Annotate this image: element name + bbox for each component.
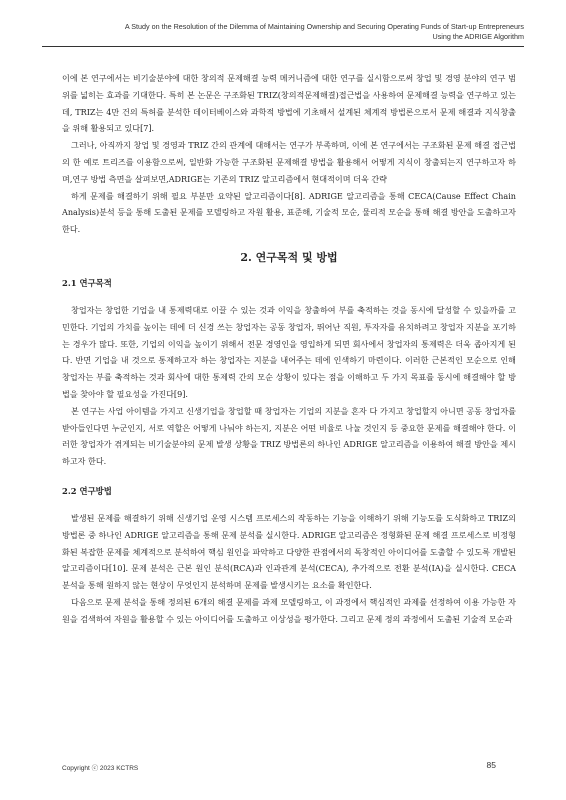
running-header [44, 22, 524, 41]
purpose-paragraph-2: 본 연구는 사업 아이템을 가지고 신생기업을 창업할 때 창업자는 기업의 지분을 혼자 다 가지고 창업할지 아니면 공동 창업자를 받아들인다면 누군인지, 서로 역할은 어떻게 나눠야 하는지, 지분은 어떤 비율로 나눌 것인지 등 중요한 문제를 해결해야 한다. 이러한 창업자가 겪게되는 비기술분야의 문제 발생 상황을 TRIZ 방법론의 하나인 ADRIGE 알고리즘을 이용하여 해결 방안을 제시하고자 한다. [62, 405, 516, 467]
method-paragraph-2: 다음으로 문제 분석을 통해 정의된 6개의 해결 문제를 과제 모델링하고, 이 과정에서 핵심적인 과제를 선정하여 이용 가능한 자원을 검색하여 자원을 활용할 수 있는 아이디어를 도출하고 이상성을 평가한다. 그리고 문제 정의 과정에서 도출된 기술적 모순과 [62, 596, 516, 624]
method-paragraph-1: 발생된 문제를 해결하기 위해 신생기업 운영 시스템 프로세스의 작동하는 기능을 이해하기 위해 기능도를 도식화하고 TRIZ의 방법론 중 하나인 ADRIGE 알고리즘을 통해 문제 분석를 실시한다. ADRIGE 알고리즘은 정형화된 문제 해결 프로세스로 비정형화된 복잡한 문제를 체계적으로 분석하여 핵심 원인을 파악하고 다양한 관점에서의 독창적인 아이디어를 도출할 수 있도록 개발된 알고리즘이다[10]. 문제 분석은 근본 원인 분석(RCA)과 인과관계 분석(CECA), 추가적으로 전환 분석(IA)을 실시한다. CECA 분석을 통해 원하지 않는 현상이 무엇인지 분석하며 문제를 발생시키는 요소를 확인한다. [62, 512, 516, 591]
page-body [62, 70, 516, 628]
copyright-notice: Copyright ⓒ 2023 KCTRS [62, 765, 139, 772]
subsection-title-method: 2.2 연구방법 [62, 485, 112, 496]
page-number: 85 [486, 760, 496, 770]
header-divider [42, 46, 524, 47]
purpose-paragraph-1: 창업자는 창업한 기업을 내 통제력대로 이끌 수 있는 것과 이익을 창출하여 부를 축적하는 것을 동시에 달성할 수 있을까를 고민한다. 기업의 가치를 높이는 데에 더 신경 쓰는 창업자는 공동 창업자, 뛰어난 직원, 투자자를 유치하려고 창업자 지분을 포기하는 경우가 많다. 또한, 기업의 이익을 높이기 위해서 전문 경영인을 영입하게 되면 회사에서 창업자의 통제력은 더욱 좁아지게 된다. 반면 기업을 내 것으로 통제하고자 하는 창업자는 지분을 내어주는 데에 인색하기 마련이다. 이러한 근본적인 모순으로 인해 창업자는 부를 축적하는 것과 회사에 대한 통제력 간의 모순 상황이 있다는 점을 이해하고 두 가지 목표를 동시에 해결해야 할 방법을 찾아야 할 필요성을 가진다[9]. [62, 304, 516, 399]
running-header-line-2: Using the ADRIGE Algorithm [432, 31, 524, 41]
running-header-line-1: A Study on the Resolution of the Dilemma of Maintaining Ownership and Securing Operating Funds of Start-up Entrepreneurs [124, 22, 524, 31]
subsection-title-purpose: 2.1 연구목적 [62, 277, 112, 288]
section-title: 2. 연구목적 및 방법 [240, 250, 338, 264]
intro-paragraph-2: 그러나, 아직까지 창업 및 경영과 TRIZ 간의 관계에 대해서는 연구가 부족하며, 이에 본 연구에서는 구조화된 문제 해결 접근법의 한 예로 트리즈를 이용함으로써, 일반화 가능한 구조화된 문제해결 방법을 활용해서 어떻게 지식이 창출되는지 연구하고자 하며,연구 방법 측면을 살펴보면,ADRIGE는 기존의 TRIZ 알고리즘에서 현대적이며 더욱 간략 [62, 140, 516, 184]
intro-paragraph-1: 이에 본 연구에서는 비기술분야에 대한 창의적 문제해결 능력 메커니즘에 대한 연구를 실시함으로써 창업 및 경영 분야의 연구 범위를 넓히는 효과를 기대한다. 특히 본 논문은 구조화된 TRIZ(창의적문제해결)접근법을 사용하여 문제해결 능력을 연구하고 있는데, TRIZ는 4만 건의 특허를 분석한 데이터베이스와 과학적 방법에 기초해서 설계된 체계적 방법론으로서 문제 해결과 지식창출을 위해 활용되고 있다[7]. [62, 73, 516, 134]
intro-paragraph-3: 하게 문제를 해결하기 위해 필요 부분만 요약된 알고리즘이다[8]. ADRIGE 알고리즘을 통해 CECA(Cause Effect Chain Analysis)분석 등을 통해 도출된 문제를 모델링하고 자원 활용, 표준해, 기술적 모순, 물리적 모순을 통해 해결 방안을 도출하고자 한다. [62, 190, 516, 235]
